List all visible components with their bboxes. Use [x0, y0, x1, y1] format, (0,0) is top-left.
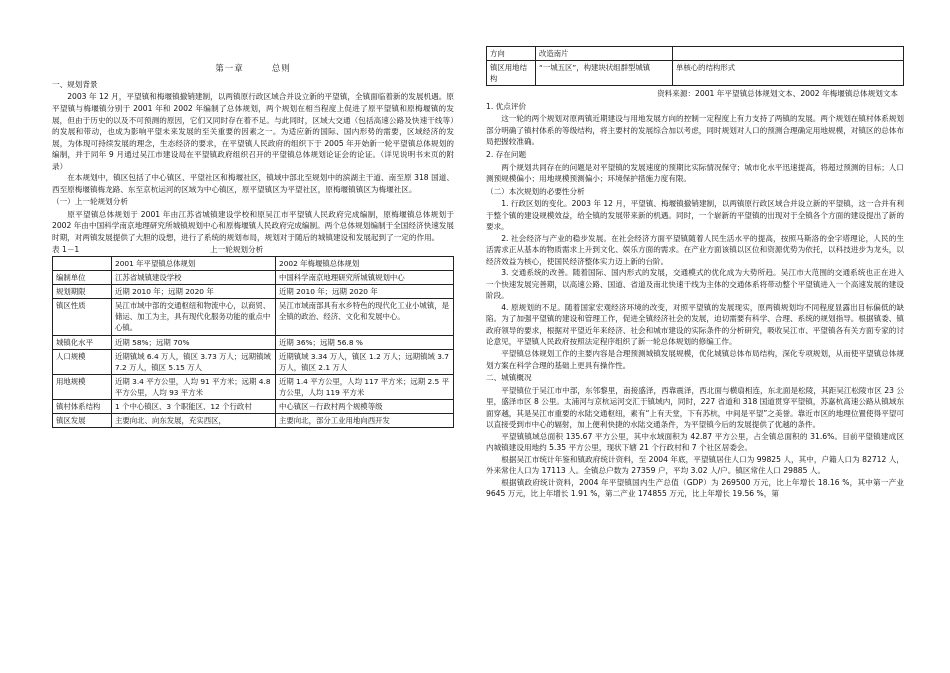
chapter-number: 第一章: [215, 64, 244, 74]
table-row: [53, 400, 454, 414]
paragraph: 根据吴江市统计年鉴和镇政府统计资料，至 2004 年底，平望镇居住人口为 99825 人，其中，户籍人口为 82712 人，外来常住人口为 17113 人。全镇总户数为 27359 户，平均 3.02 人/户。镇区常住人口 29885 人。: [486, 454, 904, 476]
table-cell: 主要向北、向东发展，充实西区，: [112, 414, 276, 428]
table-cell: 主要向北，部分工业用地向西开发: [276, 414, 454, 428]
paragraph: 平望镇总体规划工作的主要内容是合理预测城镇发展规模，优化城镇总体布局结构，深化专项规划，从而使平望镇总体规划方案在科学合理的基础上更具有操作性。: [486, 349, 904, 370]
table-cell: 人口规模: [53, 349, 112, 374]
table-row: [53, 335, 454, 349]
table-cell: 近期 58%；远期 70%: [112, 335, 276, 349]
table-cell: 中心镇区－行政村两个规模等级: [276, 400, 454, 414]
table-row: [53, 270, 454, 284]
planning-comparison-table: [52, 256, 454, 428]
table-cell: “一城五区”，构建块状组群型城镇: [536, 61, 673, 86]
paragraph: 这一轮的两个规划对原两镇近期建设与用地发展方向的控制一定程度上有力支持了两镇的发展。两个规划在镇村体系规划部分明确了镇村体系的等级结构，将主要村的发展综合加以考虑，同时规划对人口的预测合理确定用地规模，对镇区的总体布局把握较准确。: [486, 114, 904, 147]
paragraph: 1. 行政区划的变化。2003 年 12 月，平望镇、梅堰镇撤销建制，以两镇原行政区域合并设立新的平望镇，这一合并有利于整个镇的建设规模效益，给全镇的发展带来新的机遇。同时，一个崭新的平望镇的出现对于全镇各个方面的建设提出了新的要求。: [486, 199, 904, 232]
table-cell: 近期 1.4 平方公里，人均 117 平方米；远期 2.5 平方公里，人均 119 平方米: [276, 374, 454, 399]
subheading: 1. 优点评价: [486, 101, 527, 111]
table-cell: 规划期限: [53, 285, 112, 299]
table-row: [487, 47, 904, 61]
table-cell: 方向: [487, 47, 536, 61]
paragraph: 2003 年 12 月，平望镇和梅堰镇撤销建制，以两镇原行政区域合并设立新的平望镇，全镇面临着新的发展机遇。原平望镇与梅堰镇分别于 2001 年和 2002 年编制了总体规划，两个规划在相当程度上促进了原平望镇和原梅堰镇的发展，但由于历史的以及不可预测的原因，它们又同时存在着不足。与此同时，区域大交通（包括高速公路及快速干线等）的发展和带动，也成为影响平望未来发展的至关重要的因素之一。为适应新的国际、国内形势的需要，区域经济的发展，为体现可持续发展的理念，生态经济的要求，在平望镇人民政府的组织下于 2005 年开始新一轮平望镇总体规划的编制，并于同年 9 月通过吴江市建设局在平望镇政府组织召开的平望镇总体规划论证会的论证。（详见说明书末页的附录）: [52, 92, 454, 171]
table-cell: 城镇化水平: [53, 335, 112, 349]
right-column: [486, 0, 904, 500]
paragraph: 3. 交通系统的改善。随着国际、国内形式的发展，交通模式的优化成为大势所趋。吴江市大范围的交通系统也正在进入一个快速发展完善期，以高速公路、国道、省道及南北快速干线为主体的交通体系将带动整个平望镇进入一个高速发展的建设阶段。: [486, 268, 904, 301]
table-header-cell: 2001 年平望镇总体规划: [112, 256, 276, 270]
subsection-heading: （二）本次规划的必要性分析: [486, 186, 585, 196]
table-header-cell: [53, 256, 112, 270]
table-cell: 编制单位: [53, 270, 112, 284]
table-cell: [673, 47, 904, 61]
table-cell: 镇区用地结构: [487, 61, 536, 86]
table-caption-row: [52, 244, 454, 256]
table-cell: 单核心的结构形式: [673, 61, 904, 86]
paragraph: 在本规划中，镇区包括了中心镇区、平望社区和梅堰社区，镇域中部北至规划中的滨湖主干道、南至原 318 国道、西至原梅堰镇梅龙路、东至京杭运河的区域为中心镇区，原平望镇区为平望社区，原梅堰镇镇区为梅堰社区。: [52, 173, 454, 194]
table-cell: 江苏省城镇建设学校: [112, 270, 276, 284]
planning-comparison-table-continued: [486, 46, 904, 86]
table-cell: 近期镇域 3.34 万人，镇区 1.2 万人；远期镇域 3.7 万人，镇区 2.1 万人: [276, 349, 454, 374]
section-heading: 一、规划背景: [52, 79, 98, 89]
table-cell: 中国科学南京地理研究所城镇规划中心: [276, 270, 454, 284]
paragraph: 4. 原规划的不足。随着国家宏观经济环境的改变，对照平望镇的发展现实，原两镇规划均不同程度显露出目标偏低的缺陷。为了加强平望镇的建设和管理工作，促进全镇经济社会的发展，迫切需要有科学、合理、系统的规划指导。根据镇委、镇政府领导的要求，根据对平望近年来经济、社会和城市建设的实际条件的分析研究，吸收吴江市、平望镇各有关方面专家的讨论意见，平望镇人民政府按照法定程序组织了新一轮总体规划的修编工作。: [486, 302, 904, 347]
chapter-title: [52, 63, 454, 76]
table-cell: 改造南片: [536, 47, 673, 61]
subsection-heading: （一）上一轮规划分析: [52, 197, 128, 207]
table-label: 表 1－1: [52, 245, 80, 255]
table-cell: 镇村体系结构: [53, 400, 112, 414]
paragraph: 两个规划共同存在的问题是对平望镇的发展速度的预期比实际情况保守；城市化水平迅速提高，将超过预测的目标；人口测预规模偏小；用地规模预测偏小；环境保护措施力度有限。: [486, 162, 904, 184]
paragraph: 原平望镇总体规划于 2001 年由江苏省城镇建设学校和原吴江市平望镇人民政府完成编制，原梅堰镇总体规划于 2002 年由中国科学南京地理研究所城镇规划中心和原梅堰镇人民政府完成编制。两个总体规划编制于全国经济快速发展时期，对两镇发展提供了大胆的设想，进行了系统的规划布局，规划对于随后的城镇建设和发展起到了一定的作用。: [52, 209, 454, 242]
table-cell: 用地规模: [53, 374, 112, 399]
paragraph: 平望镇位于吴江市中部，东邻黎里，南接盛泽，西靠震泽，西北面与横扇相连，东北面是松陵，其距吴江松陵市区 23 公里，盛泽市区 8 公里。太浦河与京杭运河交汇于镇域内，同时，227 省道和 318 国道贯穿平望镇，苏嘉杭高速公路从镇域东面穿越，其是吴江市重要的水陆交通枢纽，素有“上有天堂，下有苏杭，中间是平望”之美誉。靠近市区的地理位置使得平望可以直接受到市中心的辐射，加上便利快捷的水陆交通条件，为平望镇今后的发展提供了优越的条件。: [486, 385, 904, 430]
table-cell: 1 个中心镇区、3 个职能区、12 个行政村: [112, 400, 276, 414]
section-heading: 二、城镇概况: [486, 373, 532, 383]
table-row: [53, 285, 454, 299]
paragraph: 2. 社会经济与产业的稳步发展。在社会经济方面平望镇随着人民生活水平的提高，按照马斯洛的金字塔理论，人民的生活需求正从基本的物质需求上升到文化、娱乐方面的需求。在产业方面该镇以区位和资源优势为依托，以科技进步为龙头，以经济效益为核心，使国民经济整体实力迈上新的台阶。: [486, 233, 904, 266]
table-cell: 吴江市域中部的交通枢纽和物流中心，以商贸、储运、加工为主，具有现代化服务功能的重点中心镇。: [112, 299, 276, 335]
table-cell: 近期镇域 6.4 万人，镇区 3.73 万人；远期镇域 7.2 万人，镇区 5.15 万人: [112, 349, 276, 374]
table-cell: 镇区发展: [53, 414, 112, 428]
table-cell: 近期 2010 年；远期 2020 年: [112, 285, 276, 299]
table-row: [53, 414, 454, 428]
table-cell: 镇区性质: [53, 299, 112, 335]
table-row: [53, 299, 454, 335]
table-header-row: [53, 256, 454, 270]
table-cell: 近期 36%；远期 56.8 %: [276, 335, 454, 349]
table-row: [53, 374, 454, 399]
table-caption: 上一轮规划分析: [210, 245, 264, 255]
table-row: [53, 349, 454, 374]
table-cell: 吴江市域南部具有水乡特色的现代化工业小城镇，是全镇的政治、经济、文化和发展中心。: [276, 299, 454, 335]
table-header-cell: 2002 年梅堰镇总体规划: [276, 256, 454, 270]
subheading: 2. 存在问题: [486, 149, 527, 159]
paragraph: 根据镇政府统计资料，2004 年平望镇国内生产总值（GDP）为 269500 万元，比上年增长 18.16 %，其中第一产业 9645 万元，比上年增长 1.91 %，第二产业 174855 万元，比上年增长 19.56 %，第: [486, 477, 904, 499]
table-row: [487, 61, 904, 86]
paragraph: 平望镇镇域总面积 135.67 平方公里，其中水域面积为 42.87 平方公里，占全镇总面积的 31.6%。目前平望镇建成区内城镇建设用地约 5.35 平方公里，现状下辖 21 个行政村和 7 个社区居委会。: [486, 431, 904, 453]
table-cell: 近期 2010 年；远期 2020 年: [276, 285, 454, 299]
table-cell: 近期 3.4 平方公里，人均 91 平方米；远期 4.8 平方公里，人均 93 平方米: [112, 374, 276, 399]
chapter-name: 总则: [271, 64, 291, 74]
left-column: [52, 0, 454, 428]
table-source: 资料来源：2001 年平望镇总体规划文本、2002 年梅堰镇总体规划文本: [657, 89, 898, 99]
